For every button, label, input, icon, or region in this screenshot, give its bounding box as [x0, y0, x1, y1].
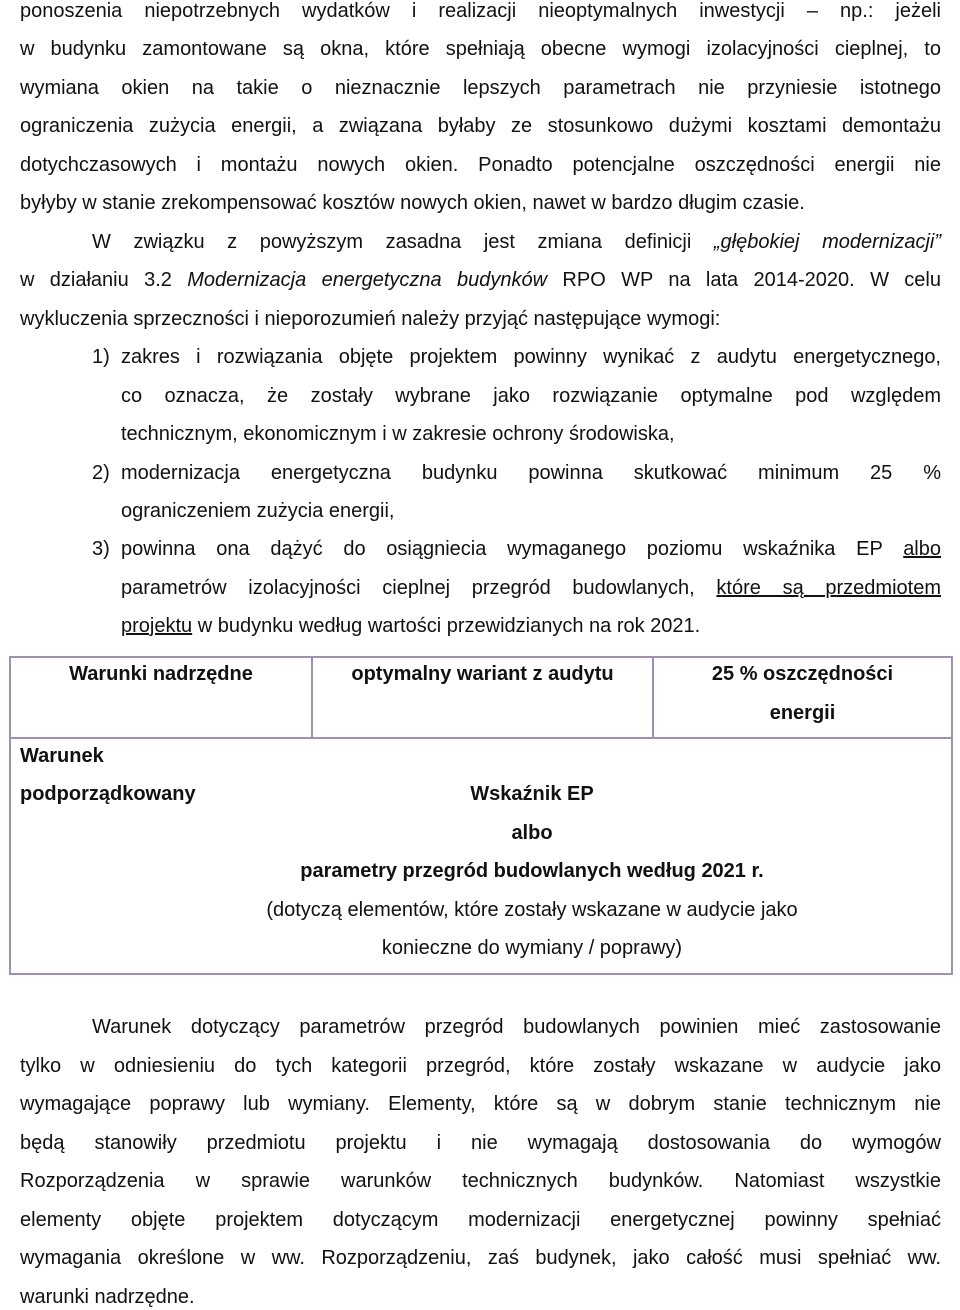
- table-optimal-variant: optymalny wariant z audytu: [351, 663, 614, 685]
- table-subordinate-label-1: Warunek: [20, 745, 104, 767]
- paragraph-3-line-2: tylko w odniesieniu do tych kategorii przegród, które zostały wskazane w audycie jako: [20, 1055, 941, 1077]
- requirement-3-line-3: [121, 615, 941, 654]
- list-number-3: 3): [92, 538, 110, 560]
- requirement-3-line-1: [121, 538, 941, 577]
- table-border-top: [9, 656, 953, 658]
- definition-term: „głębokiej modernizacji”: [713, 231, 941, 253]
- conditions-table: [9, 656, 953, 975]
- paragraph-1-line-5: dotychczasowych i montażu nowych okien. Ponadto potencjalne oszczędności energii nie: [20, 154, 941, 176]
- underlined-albo: albo: [903, 538, 941, 560]
- paragraph-3-line-5: Rozporządzenia w sprawie warunków technicznych budynków. Natomiast wszystkie: [20, 1170, 941, 1192]
- paragraph-3-line-1: Warunek dotyczący parametrów przegród budowlanych powinien mieć zastosowanie: [92, 1016, 941, 1038]
- requirement-1-line-1: zakres i rozwiązania objęte projektem powinny wynikać z audytu energetycznego,: [121, 346, 941, 368]
- table-savings-line-2: energii: [769, 702, 836, 724]
- requirement-2-line-1: modernizacja energetyczna budynku powinna skutkować minimum 25 %: [121, 462, 941, 484]
- underlined-phrase: które są przedmiotem: [716, 577, 941, 599]
- paragraph-2-line-1: [92, 231, 941, 270]
- requirement-3-text-3: w budynku według wartości przewidzianych na rok 2021.: [192, 615, 701, 637]
- requirement-1-line-2: co oznacza, że zostały wybrane jako rozwiązanie optymalne pod względem: [121, 385, 941, 407]
- paragraph-3-line-7: wymagania określone w ww. Rozporządzeniu, zaś budynek, jako całość musi spełniać ww.: [20, 1247, 941, 1269]
- table-partition-params: parametry przegród budowlanych według 2021 r.: [300, 860, 764, 882]
- paragraph-3-line-4: będą stanowiły przedmiotu projektu i nie wymagają dostosowania do wymogów: [20, 1132, 941, 1154]
- paragraph-3-line-8: warunki nadrzędne.: [20, 1286, 195, 1308]
- paragraph-2-line-3: wykluczenia sprzeczności i nieporozumień należy przyjąć następujące wymogi:: [20, 308, 721, 330]
- paragraph-1-line-6: byłyby w stanie zrekompensować kosztów nowych okien, nawet w bardzo długim czasie.: [20, 192, 805, 214]
- paragraph-1-line-1: ponoszenia niepotrzebnych wydatków i realizacji nieoptymalnych inwestycji – np.: jeżeli: [20, 0, 941, 22]
- paragraph-1-line-3: wymiana okien na takie o nieznacznie lepszych parametrach nie przyniesie istotnego: [20, 77, 941, 99]
- table-albo: albo: [511, 822, 553, 844]
- requirement-3-text: powinna ona dążyć do osiągniecia wymaganego poziomu wskaźnika EP: [121, 538, 904, 560]
- definition-intro: W związku z powyższym zasadna jest zmiana definicji: [92, 231, 714, 253]
- underlined-projektu: projektu: [121, 615, 193, 637]
- programme-name: RPO WP na lata 2014-2020. W celu: [547, 269, 941, 291]
- measure-intro: w działaniu 3.2: [20, 269, 188, 291]
- table-note-line-1: (dotyczą elementów, które zostały wskazane w audycie jako: [266, 899, 798, 921]
- requirement-1-line-3: technicznym, ekonomicznym i w zakresie ochrony środowiska,: [121, 423, 675, 445]
- requirement-3-text-2: parametrów izolacyjności cieplnej przegród budowlanych,: [121, 577, 717, 599]
- list-number-1: 1): [92, 346, 110, 368]
- paragraph-1-line-4: ograniczenia zużycia energii, a związana byłaby ze stosunkowo dużymi kosztami demontażu: [20, 115, 941, 137]
- paragraph-3-line-3: wymagające poprawy lub wymiany. Elementy, które są w dobrym stanie technicznym nie: [20, 1093, 941, 1115]
- table-border-right: [951, 656, 953, 975]
- paragraph-3-line-6: elementy objęte projektem dotyczącym modernizacji energetycznej powinny spełniać: [20, 1209, 941, 1231]
- table-ep-indicator: Wskaźnik EP: [470, 783, 594, 805]
- list-number-2: 2): [92, 462, 110, 484]
- table-border-middle: [9, 737, 953, 739]
- paragraph-1-line-2: w budynku zamontowane są okna, które spełniają obecne wymogi izolacyjności cieplnej, to: [20, 38, 941, 60]
- requirement-3-line-2: [121, 577, 941, 616]
- requirement-2-line-2: ograniczeniem zużycia energii,: [121, 500, 395, 522]
- table-note-line-2: konieczne do wymiany / poprawy): [381, 937, 683, 959]
- table-header-primary-conditions: Warunki nadrzędne: [69, 663, 253, 685]
- table-border-left: [9, 656, 11, 975]
- table-subordinate-label-2: podporządkowany: [20, 783, 196, 805]
- table-savings-line-1: 25 % oszczędności: [711, 663, 894, 685]
- paragraph-2-line-2: [20, 269, 941, 308]
- measure-title: Modernizacja energetyczna budynków: [187, 269, 548, 291]
- table-border-bottom: [9, 973, 953, 975]
